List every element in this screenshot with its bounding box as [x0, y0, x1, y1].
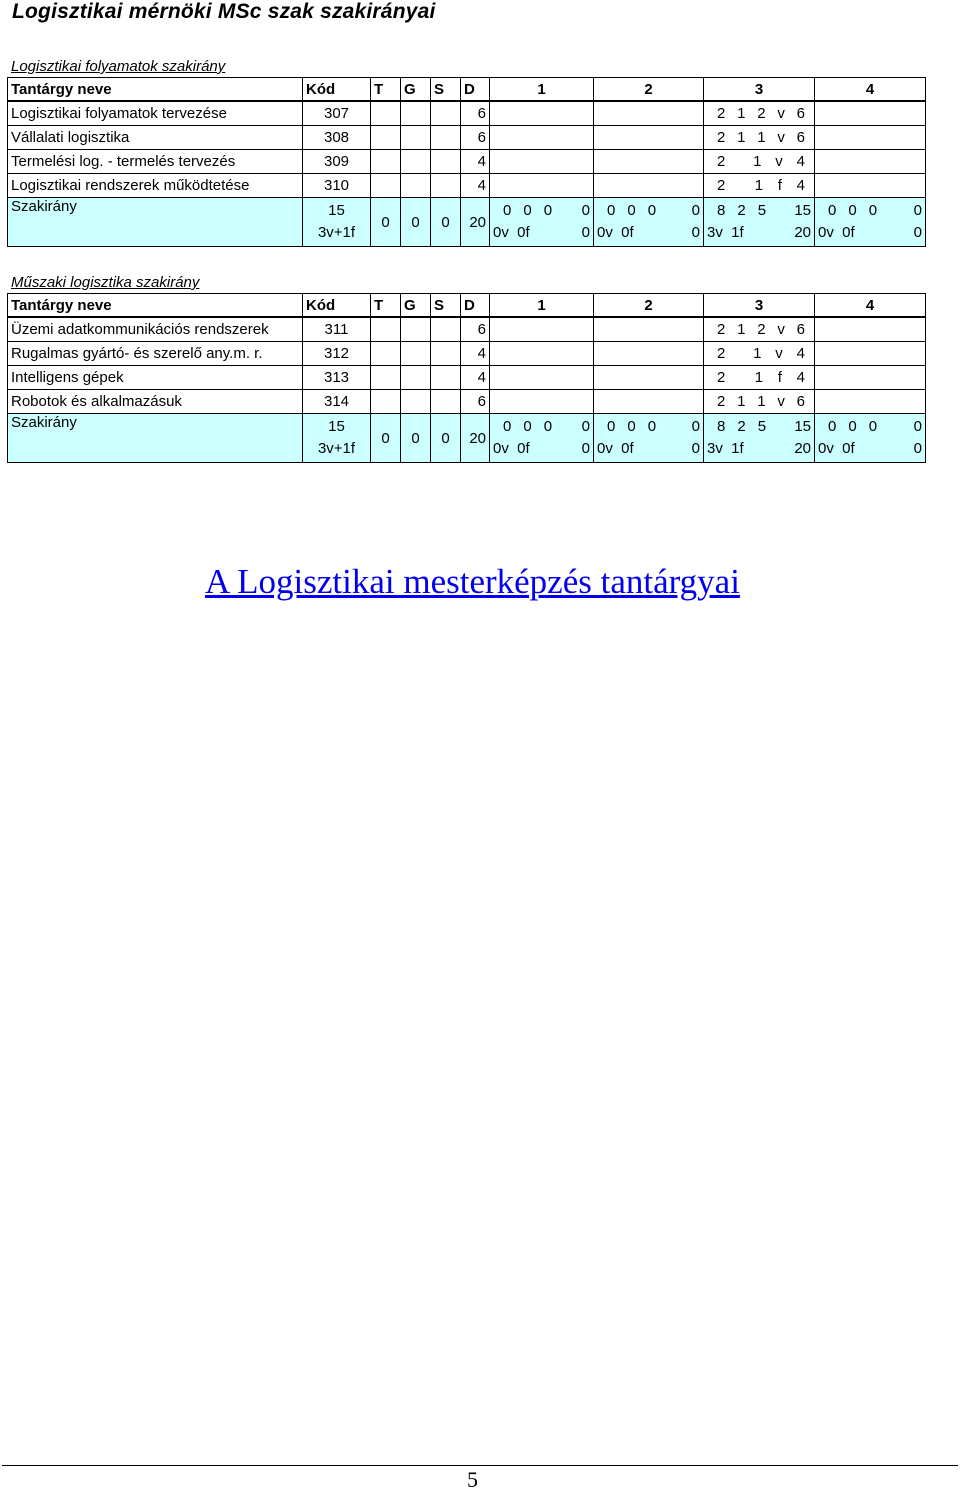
summary-d: 20 — [461, 414, 490, 463]
table-row — [8, 126, 926, 150]
page-number: 5 — [467, 1467, 478, 1492]
cell-sem2 — [594, 342, 704, 366]
cell-s — [431, 317, 461, 342]
header-d: D — [461, 294, 490, 318]
sem3-values — [707, 153, 811, 170]
sem3-value: 1 — [737, 105, 746, 122]
course-name: Termelési log. - termelés tervezés — [8, 150, 303, 174]
summary-t: 0 — [371, 414, 401, 463]
header-sem4: 4 — [815, 78, 926, 102]
sem3-value: v — [777, 393, 785, 410]
summary-code-bottom: 3v+1f — [317, 224, 356, 241]
summary-sem1 — [490, 414, 594, 463]
cell-sem1 — [490, 366, 594, 390]
cell-sem1 — [490, 150, 594, 174]
cell-d: 4 — [461, 342, 490, 366]
cell-sem2 — [594, 317, 704, 342]
header-s: S — [431, 78, 461, 102]
cell-t — [371, 126, 401, 150]
cell-sem1 — [490, 342, 594, 366]
cell-sem3 — [704, 101, 815, 126]
summary-sem2-top-credit: 0 — [691, 418, 700, 435]
summary-sem3 — [704, 198, 815, 247]
summary-sem2-stack — [597, 200, 700, 244]
course-name: Logisztikai rendszerek működtetése — [8, 174, 303, 198]
course-code: 307 — [303, 101, 371, 126]
summary-row — [8, 198, 926, 247]
cell-t — [371, 317, 401, 342]
cell-sem2 — [594, 126, 704, 150]
table-logistics-processes — [7, 77, 926, 247]
summary-t: 0 — [371, 198, 401, 247]
summary-hour: 0 — [523, 418, 532, 435]
summary-sem3-top — [707, 200, 811, 222]
summary-hour: 0 — [543, 202, 553, 219]
summary-sem2-exams: 0v 0f — [597, 440, 634, 457]
sem3-value: v — [777, 105, 785, 122]
summary-hour: 0 — [828, 202, 837, 219]
summary-s: 0 — [431, 198, 461, 247]
table-row — [8, 390, 926, 414]
summary-sem3-bottom-credit: 20 — [794, 440, 811, 457]
summary-code-top: 15 — [328, 202, 345, 219]
sem3-values — [707, 129, 811, 146]
summary-sem1-top-credit: 0 — [581, 418, 590, 435]
table-row — [8, 150, 926, 174]
summary-hour: 0 — [523, 202, 532, 219]
summary-sem3-top-credit: 15 — [794, 202, 811, 219]
cell-sem4 — [815, 317, 926, 342]
sem3-value: 1 — [757, 393, 766, 410]
summary-hour: 0 — [503, 202, 512, 219]
sem3-value: 1 — [754, 177, 764, 194]
sem3-value: 1 — [753, 345, 762, 362]
sem3-credit: 6 — [796, 105, 805, 122]
cell-t — [371, 101, 401, 126]
sem3-value: 1 — [737, 393, 746, 410]
course-code: 314 — [303, 390, 371, 414]
summary-sem1-top — [493, 200, 590, 222]
cell-g — [401, 101, 431, 126]
summary-sem2-top — [597, 200, 700, 222]
cell-g — [401, 366, 431, 390]
cell-sem4 — [815, 174, 926, 198]
sem3-value: 2 — [717, 177, 726, 194]
sem3-credit: 6 — [796, 321, 805, 338]
course-name: Üzemi adatkommunikációs rendszerek — [8, 317, 303, 342]
cell-sem4 — [815, 150, 926, 174]
header-code: Kód — [303, 78, 371, 102]
summary-code — [303, 198, 371, 247]
summary-hour: 0 — [828, 418, 837, 435]
header-sem3: 3 — [704, 78, 815, 102]
summary-d: 20 — [461, 198, 490, 247]
cell-sem2 — [594, 101, 704, 126]
sem3-value: v — [777, 321, 785, 338]
summary-hour: 0 — [868, 202, 878, 219]
summary-sem3-exams: 3v 1f — [707, 224, 744, 241]
summary-hour: 2 — [737, 418, 746, 435]
cell-s — [431, 150, 461, 174]
summary-sem3 — [704, 414, 815, 463]
header-name: Tantárgy neve — [8, 294, 303, 318]
summary-sem1-bottom — [493, 438, 590, 460]
table-row — [8, 317, 926, 342]
summary-hour: 8 — [717, 418, 726, 435]
summary-s: 0 — [431, 414, 461, 463]
sem3-values — [707, 105, 811, 122]
summary-hour: 0 — [627, 418, 636, 435]
summary-sem3-top — [707, 416, 811, 438]
summary-code-top: 15 — [328, 418, 345, 435]
header-row — [8, 294, 926, 318]
summary-hour: 5 — [757, 202, 767, 219]
summary-sem4-bottom-credit: 0 — [913, 224, 922, 241]
cell-sem4 — [815, 101, 926, 126]
cell-sem3 — [704, 150, 815, 174]
summary-sem3-hours — [707, 416, 766, 438]
summary-sem2-top-credit: 0 — [691, 202, 700, 219]
sem3-value: 2 — [757, 321, 766, 338]
cell-d: 4 — [461, 366, 490, 390]
summary-sem4-bottom-credit: 0 — [913, 440, 922, 457]
summary-sem1-hours — [493, 416, 552, 438]
header-t: T — [371, 294, 401, 318]
cell-sem4 — [815, 126, 926, 150]
summary-g: 0 — [401, 414, 431, 463]
sem3-values — [707, 177, 811, 194]
summary-sem1-bottom-credit: 0 — [581, 224, 590, 241]
summary-sem3-stack — [707, 416, 811, 460]
cell-sem4 — [815, 366, 926, 390]
header-sem3: 3 — [704, 294, 815, 318]
summary-sem4-bottom — [818, 438, 922, 460]
sem3-value: 2 — [717, 393, 726, 410]
sem3-value: 2 — [757, 105, 766, 122]
sem3-credit: 4 — [796, 153, 805, 170]
cell-sem1 — [490, 174, 594, 198]
cell-sem3 — [704, 126, 815, 150]
summary-sem4-hours — [818, 416, 877, 438]
sem3-value: 2 — [717, 321, 726, 338]
summary-sem3-bottom — [707, 222, 811, 244]
sem3-value: 1 — [737, 321, 746, 338]
sem3-value: v — [775, 345, 783, 362]
summary-hour: 0 — [647, 202, 657, 219]
sem3-value: 2 — [717, 129, 726, 146]
summary-row — [8, 414, 926, 463]
cell-s — [431, 366, 461, 390]
course-name: Robotok és alkalmazásuk — [8, 390, 303, 414]
cell-sem2 — [594, 390, 704, 414]
summary-sem2-exams: 0v 0f — [597, 224, 634, 241]
summary-sem1-stack — [493, 200, 590, 244]
summary-sem2 — [594, 414, 704, 463]
summary-hour: 0 — [607, 202, 616, 219]
summary-sem2-bottom-credit: 0 — [691, 224, 700, 241]
cell-sem3 — [704, 342, 815, 366]
sem3-values — [707, 345, 811, 362]
summary-sem1-hours — [493, 200, 552, 222]
course-code: 309 — [303, 150, 371, 174]
header-t: T — [371, 78, 401, 102]
course-code: 312 — [303, 342, 371, 366]
sem3-value: 2 — [717, 153, 726, 170]
page-title: Logisztikai mérnöki MSc szak szakirányai — [12, 0, 436, 23]
summary-hour: 0 — [543, 418, 553, 435]
sem3-value: 1 — [737, 129, 746, 146]
cell-d: 6 — [461, 390, 490, 414]
course-name: Vállalati logisztika — [8, 126, 303, 150]
summary-sem2-hours — [597, 200, 656, 222]
cell-sem3 — [704, 366, 815, 390]
cell-sem1 — [490, 126, 594, 150]
summary-sem2-bottom — [597, 222, 700, 244]
course-code: 311 — [303, 317, 371, 342]
cell-t — [371, 342, 401, 366]
cell-sem2 — [594, 174, 704, 198]
sem3-value: f — [777, 369, 782, 386]
cell-s — [431, 174, 461, 198]
course-name: Intelligens gépek — [8, 366, 303, 390]
summary-hour: 5 — [757, 418, 767, 435]
cell-sem1 — [490, 101, 594, 126]
summary-label-text: Szakirány — [11, 198, 77, 215]
summary-sem3-exams: 3v 1f — [707, 440, 744, 457]
sem3-value: v — [775, 153, 783, 170]
summary-sem1-stack — [493, 416, 590, 460]
summary-label — [8, 198, 303, 247]
summary-sem4-exams: 0v 0f — [818, 224, 855, 241]
cell-t — [371, 174, 401, 198]
cell-g — [401, 150, 431, 174]
header-row — [8, 78, 926, 102]
summary-sem4 — [815, 198, 926, 247]
summary-hour: 0 — [868, 418, 878, 435]
summary-hour: 0 — [607, 418, 616, 435]
summary-sem1 — [490, 198, 594, 247]
summary-code — [303, 414, 371, 463]
summary-sem2 — [594, 198, 704, 247]
summary-sem4-top — [818, 200, 922, 222]
section-title-technical-logistics: Műszaki logisztika szakirány — [11, 274, 200, 291]
summary-hour: 0 — [848, 202, 857, 219]
section-title-logistics-processes: Logisztikai folyamatok szakirány — [11, 58, 226, 75]
cell-sem1 — [490, 317, 594, 342]
header-code: Kód — [303, 294, 371, 318]
summary-hour: 0 — [848, 418, 857, 435]
course-name: Rugalmas gyártó- és szerelő any.m. r. — [8, 342, 303, 366]
summary-sem4-stack — [818, 416, 922, 460]
summary-sem4-hours — [818, 200, 877, 222]
summary-sem4-top-credit: 0 — [913, 418, 922, 435]
course-code: 313 — [303, 366, 371, 390]
summary-sem3-bottom-credit: 20 — [794, 224, 811, 241]
sem3-credit: 4 — [796, 177, 805, 194]
summary-code-stack — [306, 200, 367, 244]
header-name: Tantárgy neve — [8, 78, 303, 102]
summary-sem3-stack — [707, 200, 811, 244]
sem3-value: 1 — [757, 129, 766, 146]
header-g: G — [401, 294, 431, 318]
table-row — [8, 101, 926, 126]
header-sem1: 1 — [490, 294, 594, 318]
summary-hour: 0 — [647, 418, 657, 435]
summary-hour: 2 — [737, 202, 746, 219]
summary-sem1-top — [493, 416, 590, 438]
sem3-credit: 4 — [796, 345, 805, 362]
cell-sem3 — [704, 317, 815, 342]
sem3-value: 1 — [753, 153, 762, 170]
sem3-values — [707, 369, 811, 386]
sem3-value: v — [777, 129, 785, 146]
cell-g — [401, 317, 431, 342]
cell-sem4 — [815, 390, 926, 414]
summary-sem3-bottom — [707, 438, 811, 460]
cell-g — [401, 126, 431, 150]
summary-sem3-top-credit: 15 — [794, 418, 811, 435]
header-sem2: 2 — [594, 294, 704, 318]
summary-sem4 — [815, 414, 926, 463]
summary-hour: 0 — [503, 418, 512, 435]
cell-t — [371, 150, 401, 174]
table-row — [8, 174, 926, 198]
header-g: G — [401, 78, 431, 102]
summary-sem1-bottom-credit: 0 — [581, 440, 590, 457]
sem3-value: 2 — [717, 105, 726, 122]
summary-sem4-stack — [818, 200, 922, 244]
caption-link[interactable]: A Logisztikai mesterképzés tantárgyai — [205, 562, 740, 601]
sem3-value: 1 — [754, 369, 764, 386]
header-s: S — [431, 294, 461, 318]
cell-sem3 — [704, 390, 815, 414]
summary-sem2-top — [597, 416, 700, 438]
sem3-values — [707, 393, 811, 410]
header-sem1: 1 — [490, 78, 594, 102]
header-d: D — [461, 78, 490, 102]
summary-sem2-hours — [597, 416, 656, 438]
cell-d: 6 — [461, 317, 490, 342]
summary-sem1-exams: 0v 0f — [493, 224, 530, 241]
footer-divider — [2, 1465, 958, 1466]
cell-d: 4 — [461, 150, 490, 174]
sem3-credit: 6 — [796, 129, 805, 146]
summary-sem4-top — [818, 416, 922, 438]
summary-sem2-bottom-credit: 0 — [691, 440, 700, 457]
cell-d: 6 — [461, 101, 490, 126]
summary-sem4-exams: 0v 0f — [818, 440, 855, 457]
sem3-value: f — [777, 177, 782, 194]
summary-label-text: Szakirány — [11, 414, 77, 431]
cell-s — [431, 342, 461, 366]
summary-sem4-bottom — [818, 222, 922, 244]
cell-d: 4 — [461, 174, 490, 198]
summary-sem1-exams: 0v 0f — [493, 440, 530, 457]
summary-sem2-bottom — [597, 438, 700, 460]
summary-label — [8, 414, 303, 463]
sem3-credit: 6 — [796, 393, 805, 410]
header-sem4: 4 — [815, 294, 926, 318]
cell-s — [431, 390, 461, 414]
cell-s — [431, 101, 461, 126]
cell-g — [401, 390, 431, 414]
summary-sem3-hours — [707, 200, 766, 222]
summary-code-stack — [306, 416, 367, 460]
cell-g — [401, 174, 431, 198]
course-code: 310 — [303, 174, 371, 198]
cell-t — [371, 366, 401, 390]
summary-sem1-top-credit: 0 — [581, 202, 590, 219]
cell-t — [371, 390, 401, 414]
cell-sem2 — [594, 150, 704, 174]
cell-d: 6 — [461, 126, 490, 150]
course-code: 308 — [303, 126, 371, 150]
cell-sem2 — [594, 366, 704, 390]
cell-s — [431, 126, 461, 150]
summary-sem4-top-credit: 0 — [913, 202, 922, 219]
header-sem2: 2 — [594, 78, 704, 102]
sem3-values — [707, 321, 811, 338]
summary-hour: 8 — [717, 202, 726, 219]
table-row — [8, 366, 926, 390]
summary-g: 0 — [401, 198, 431, 247]
summary-code-bottom: 3v+1f — [317, 440, 356, 457]
cell-sem1 — [490, 390, 594, 414]
sem3-credit: 4 — [796, 369, 805, 386]
cell-g — [401, 342, 431, 366]
sem3-value: 2 — [717, 345, 726, 362]
sem3-value: 2 — [717, 369, 726, 386]
table-technical-logistics — [7, 293, 926, 463]
summary-hour: 0 — [627, 202, 636, 219]
summary-sem2-stack — [597, 416, 700, 460]
summary-sem1-bottom — [493, 222, 590, 244]
cell-sem4 — [815, 342, 926, 366]
course-name: Logisztikai folyamatok tervezése — [8, 101, 303, 126]
cell-sem3 — [704, 174, 815, 198]
table-row — [8, 342, 926, 366]
